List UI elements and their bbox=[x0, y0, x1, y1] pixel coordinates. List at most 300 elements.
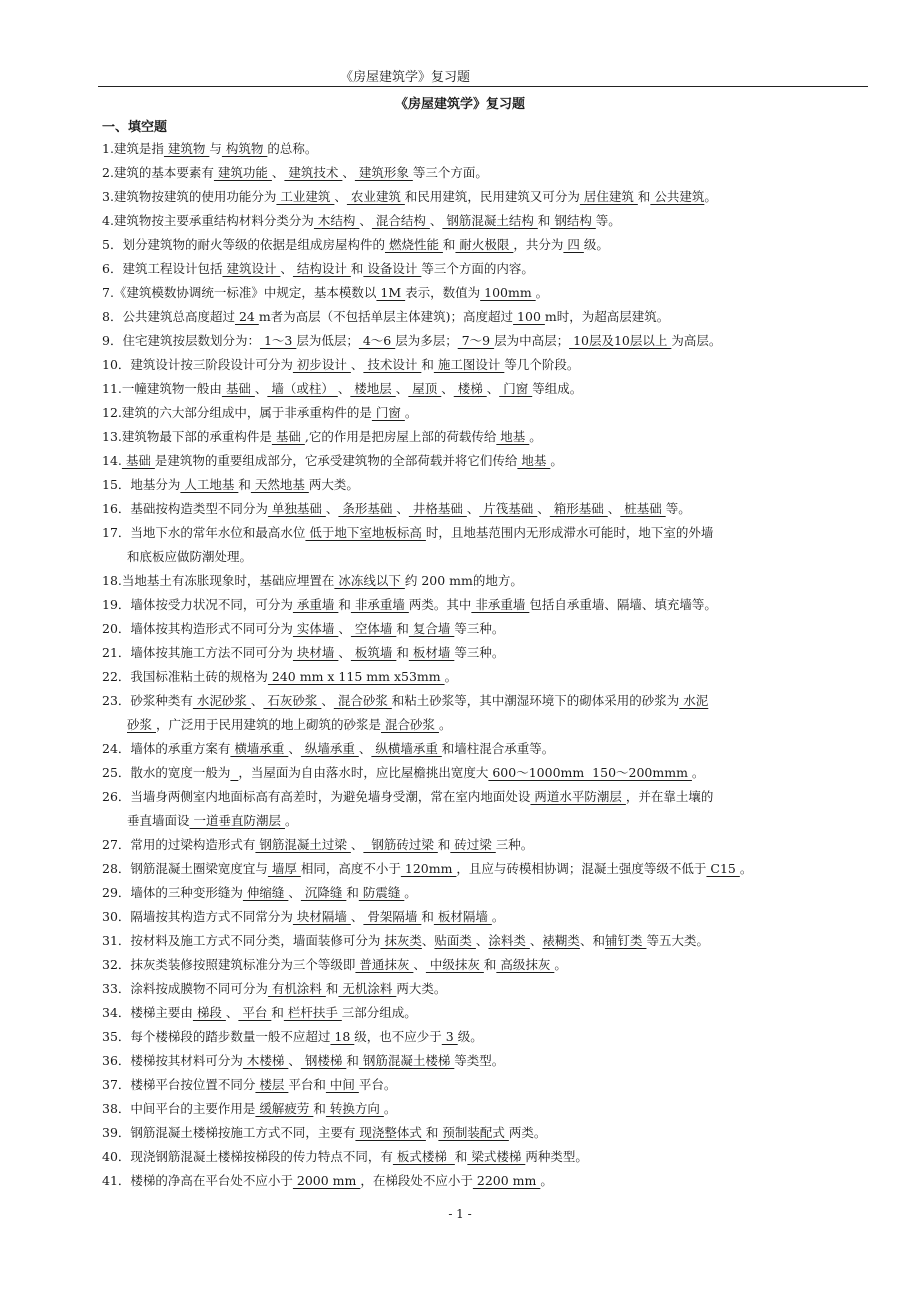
question-text: ，并在靠土壤的 bbox=[625, 789, 714, 804]
question-text: ，当屋面为自由落水时，应比屋檐挑出宽度大 bbox=[238, 765, 489, 780]
question-text: 21．墙体按其施工方法不同可分为 bbox=[102, 645, 293, 660]
answer-blank: 钢结构 bbox=[550, 213, 596, 228]
question-text: 、 bbox=[338, 621, 351, 636]
question-text: 等三种。 bbox=[454, 645, 505, 660]
answer-blank: 建筑形象 bbox=[354, 165, 413, 180]
question-text: 34．楼梯主要由 bbox=[102, 1005, 193, 1020]
answer-blank: 高级抹灰 bbox=[496, 957, 555, 972]
question-text: 、 bbox=[334, 189, 347, 204]
question-text: 。 bbox=[550, 453, 563, 468]
question-line bbox=[102, 593, 822, 617]
answer-blank: 结构设计 bbox=[292, 261, 351, 276]
question-text: 。 bbox=[554, 957, 567, 972]
answer-blank: 裱糊类 bbox=[542, 933, 580, 948]
question-text: 12.建筑的六大部分组成中，属于非承重构件的是 bbox=[102, 405, 372, 420]
question-text: 和 bbox=[537, 213, 551, 228]
answer-blank: 水泥砂浆 bbox=[192, 693, 251, 708]
answer-blank: 100mm bbox=[480, 285, 536, 300]
question-line bbox=[102, 857, 822, 881]
question-text: ，在梯段处不应小于 bbox=[360, 1173, 473, 1188]
question-text: 和粘土砂浆等，其中潮湿环境下的砌体采用的砂浆为 bbox=[391, 693, 680, 708]
question-line bbox=[102, 1001, 822, 1025]
question-text: 时，且地基范围内无形成滞水可能时，地下室的外墙 bbox=[425, 525, 714, 540]
question-text: 、 bbox=[288, 1053, 301, 1068]
answer-blank: 钢楼梯 bbox=[300, 1053, 347, 1068]
answer-blank: 门窗 bbox=[371, 405, 405, 420]
question-line bbox=[102, 929, 822, 953]
answer-blank: 块材墙 bbox=[292, 645, 339, 660]
question-text: 9．住宅建筑按层数划分为： bbox=[102, 333, 260, 348]
question-line bbox=[102, 977, 822, 1001]
question-line bbox=[102, 1025, 822, 1049]
answer-blank: 地基 bbox=[496, 429, 530, 444]
question-text: 28．钢筋混凝土圈梁宽度宜与 bbox=[102, 861, 268, 876]
question-text: 和 bbox=[483, 957, 497, 972]
question-text: 。 bbox=[383, 1101, 397, 1116]
question-text: 、 bbox=[421, 933, 435, 948]
question-text: 17．当地下水的常年水位和最高水位 bbox=[102, 525, 306, 540]
answer-blank: 伸缩缝 bbox=[242, 885, 289, 900]
question-line bbox=[102, 185, 822, 209]
answer-blank: 混合砂浆 bbox=[381, 717, 439, 732]
question-text: 和民用建筑，民用建筑又可分为 bbox=[404, 189, 580, 204]
answer-blank: 10层及10层以上 bbox=[569, 333, 672, 348]
question-line bbox=[102, 329, 822, 353]
answer-blank: 栏杆扶手 bbox=[283, 1005, 342, 1020]
question-text: 、 bbox=[254, 381, 268, 396]
answer-blank: 墙厚 bbox=[267, 861, 301, 876]
question-text: 37．楼梯平台按位置不同分 bbox=[102, 1077, 256, 1092]
question-text: 约 200 mm的地方。 bbox=[404, 573, 523, 588]
answer-blank: 防震缝 bbox=[358, 885, 405, 900]
question-text: 、 bbox=[288, 741, 301, 756]
question-text: 35．每个楼梯段的踏步数量一般不应超过 bbox=[102, 1029, 331, 1044]
question-text: 与 bbox=[209, 141, 222, 156]
question-text: 23．砂浆种类有 bbox=[102, 693, 193, 708]
question-text: 层为多层； bbox=[395, 333, 458, 348]
answer-blank: 屋顶 bbox=[408, 381, 442, 396]
question-line bbox=[102, 689, 822, 713]
question-text: 相同，高度不小于 bbox=[300, 861, 401, 876]
answer-blank: 600～1000mm 150～200mmm bbox=[488, 765, 692, 780]
question-text: 。 bbox=[491, 909, 505, 924]
answer-blank: 农业建筑 bbox=[346, 189, 405, 204]
question-text: 。 bbox=[284, 813, 298, 828]
question-text: 等。 bbox=[665, 501, 691, 516]
question-line bbox=[102, 809, 822, 833]
question-text: 27．常用的过梁构造形式有 bbox=[102, 837, 256, 852]
question-text: 和 bbox=[271, 1005, 284, 1020]
answer-blank: 骨架隔墙 bbox=[363, 909, 422, 924]
answer-blank: 1～3 bbox=[259, 333, 297, 348]
question-text: 、 bbox=[288, 885, 301, 900]
answer-blank: 地基 bbox=[517, 453, 551, 468]
question-line bbox=[102, 713, 822, 737]
answer-blank: 公共建筑 bbox=[650, 189, 705, 204]
question-line bbox=[102, 425, 822, 449]
answer-blank: 基础 bbox=[271, 429, 305, 444]
question-text: 、 bbox=[350, 909, 364, 924]
answer-blank: 门窗 bbox=[499, 381, 533, 396]
answer-blank: 初步设计 bbox=[292, 357, 351, 372]
question-text: 、 bbox=[280, 261, 293, 276]
answer-blank: 人工地基 bbox=[180, 477, 239, 492]
question-text: ，且应与砖模相协调；混凝土强度等级不低于 bbox=[456, 861, 707, 876]
question-text: 、 bbox=[396, 501, 409, 516]
question-line bbox=[102, 1073, 822, 1097]
question-line bbox=[102, 1145, 822, 1169]
question-line bbox=[102, 1049, 822, 1073]
answer-blank: 非承重墙 bbox=[471, 597, 530, 612]
question-text: 32．抹灰类装修按照建筑标准分为三个等级即 bbox=[102, 957, 356, 972]
answer-blank: 天然地基 bbox=[250, 477, 309, 492]
answer-blank: 建筑设计 bbox=[222, 261, 281, 276]
answer-blank: 7～9 bbox=[457, 333, 495, 348]
answer-blank: 有机涂料 bbox=[267, 981, 326, 996]
question-line bbox=[102, 305, 822, 329]
question-text: 、 bbox=[486, 381, 500, 396]
question-line bbox=[102, 785, 822, 809]
answer-blank: 混合结构 bbox=[371, 213, 430, 228]
question-list bbox=[102, 137, 822, 1193]
answer-blank: 中间 bbox=[325, 1077, 359, 1092]
question-line bbox=[102, 401, 822, 425]
question-text: 、 bbox=[358, 741, 372, 756]
question-text: ，共分为 bbox=[513, 237, 564, 252]
question-text: 。 bbox=[529, 429, 542, 444]
answer-blank: 实体墙 bbox=[292, 621, 339, 636]
answer-blank: 条形基础 bbox=[338, 501, 397, 516]
answer-blank: 井格基础 bbox=[408, 501, 467, 516]
question-text: 、 bbox=[413, 957, 426, 972]
question-text: 三种。 bbox=[495, 837, 534, 852]
question-text: 三部分组成。 bbox=[341, 1005, 417, 1020]
question-line bbox=[102, 641, 822, 665]
question-text: 、 bbox=[475, 933, 489, 948]
question-line bbox=[102, 665, 822, 689]
question-text: 表示，数值为 bbox=[405, 285, 481, 300]
question-text: 。 bbox=[739, 861, 753, 876]
question-text: 41．楼梯的净高在平台处不应小于 bbox=[102, 1173, 293, 1188]
answer-blank: 一道垂直防潮层 bbox=[189, 813, 285, 828]
question-line bbox=[102, 233, 822, 257]
answer-blank: 建筑技术 bbox=[284, 165, 343, 180]
question-text: 38．中间平台的主要作用是 bbox=[102, 1101, 256, 1116]
question-text: 40．现浇钢筋混凝土楼梯按梯段的传力特点不同，有 bbox=[102, 1149, 393, 1164]
answer-blank: 缓解疲劳 bbox=[255, 1101, 314, 1116]
question-line bbox=[102, 1097, 822, 1121]
question-text: 平台。 bbox=[358, 1077, 397, 1092]
question-text: 和墙柱混合承重等。 bbox=[441, 741, 555, 756]
question-text: 、 bbox=[250, 693, 264, 708]
answer-blank: 普通抹灰 bbox=[355, 957, 414, 972]
question-line bbox=[102, 497, 822, 521]
question-text: 和底板应做防潮处理。 bbox=[127, 549, 253, 564]
answer-blank: 木结构 bbox=[313, 213, 360, 228]
question-text: 是建筑物的重要组成部分，它承受建筑物的全部荷载并将它们传给 bbox=[154, 453, 518, 468]
question-text: 31．按材料及施工方式不同分类，墙面装修可分为 bbox=[102, 933, 381, 948]
question-text: 等三种。 bbox=[454, 621, 505, 636]
question-text: 和 bbox=[346, 1053, 359, 1068]
answer-blank: 钢筋混凝土结构 bbox=[442, 213, 538, 228]
answer-blank: 建筑功能 bbox=[213, 165, 272, 180]
page-number: - 1 - bbox=[448, 1207, 472, 1221]
question-text: 、 bbox=[441, 381, 454, 396]
question-text: m时，为超高层建筑。 bbox=[544, 309, 670, 324]
answer-blank: C15 bbox=[706, 861, 740, 876]
answer-blank: 梁式楼梯 bbox=[467, 1149, 526, 1164]
answer-blank: 铺钉类 bbox=[604, 933, 647, 948]
question-text: 29．墙体的三种变形缝为 bbox=[102, 885, 243, 900]
answer-blank: 抹灰类 bbox=[380, 933, 422, 948]
answer-blank: 120mm bbox=[400, 861, 457, 876]
question-text: 、 bbox=[350, 357, 364, 372]
question-text: 和 bbox=[346, 885, 359, 900]
answer-blank: 空体墙 bbox=[350, 621, 397, 636]
question-text: ，广泛用于民用建筑的地上砌筑的砂浆是 bbox=[155, 717, 381, 732]
question-text: 8．公共建筑总高度超过 bbox=[102, 309, 235, 324]
question-text: 、 bbox=[337, 381, 351, 396]
question-text: 6．建筑工程设计包括 bbox=[102, 261, 223, 276]
answer-blank: 非承重墙 bbox=[350, 597, 409, 612]
answer-blank: 240 mm x 115 mm x53mm bbox=[267, 669, 445, 684]
question-text: 和 bbox=[396, 621, 409, 636]
answer-blank: 纵横墙承重 bbox=[371, 741, 442, 756]
answer-blank: 钢筋砖过梁 bbox=[363, 837, 438, 852]
question-line bbox=[102, 833, 822, 857]
question-text: 和 bbox=[421, 357, 434, 372]
question-text: 和 bbox=[442, 237, 456, 252]
question-text: 33．涂料按成膜物不同可分为 bbox=[102, 981, 268, 996]
answer-blank: 工业建筑 bbox=[276, 189, 335, 204]
question-line bbox=[102, 209, 822, 233]
question-text: 。 bbox=[540, 1173, 553, 1188]
answer-blank: 3 bbox=[441, 1029, 458, 1044]
answer-blank: 冰冻线以下 bbox=[334, 573, 405, 588]
answer-blank: 钢筋混凝土过梁 bbox=[255, 837, 351, 852]
answer-blank: 贴面类 bbox=[434, 933, 476, 948]
question-text: 和 bbox=[313, 1101, 326, 1116]
question-text: 19．墙体按受力状况不同，可分为 bbox=[102, 597, 293, 612]
question-line bbox=[102, 353, 822, 377]
question-text: 1.建筑是指 bbox=[102, 141, 164, 156]
answer-blank: 单独基础 bbox=[267, 501, 326, 516]
answer-blank: 板材隔墙 bbox=[433, 909, 492, 924]
question-text: 层为低层； bbox=[296, 333, 359, 348]
answer-blank: 构筑物 bbox=[221, 141, 268, 156]
answer-blank: 100 bbox=[513, 309, 545, 324]
question-text: 和 bbox=[425, 1125, 439, 1140]
answer-blank: 木楼梯 bbox=[242, 1053, 289, 1068]
answer-blank: 涂料类 bbox=[488, 933, 530, 948]
question-text: 两大类。 bbox=[308, 477, 359, 492]
question-text: 层为中高层； bbox=[494, 333, 570, 348]
answer-blank: 4～6 bbox=[358, 333, 396, 348]
answer-blank: 片筏基础 bbox=[479, 501, 538, 516]
question-line bbox=[102, 905, 822, 929]
question-text: 、 bbox=[537, 501, 550, 516]
question-text: 39．钢筋混凝土楼梯按施工方式不同，主要有 bbox=[102, 1125, 356, 1140]
answer-blank: 2000 mm bbox=[292, 1173, 361, 1188]
answer-blank: 建筑物 bbox=[163, 141, 210, 156]
question-text: 和 bbox=[350, 261, 364, 276]
question-text: 。 bbox=[691, 765, 705, 780]
question-text: 包括自承重墙、隔墙、填充墙等。 bbox=[529, 597, 717, 612]
question-line bbox=[102, 161, 822, 185]
question-line bbox=[102, 545, 822, 569]
question-text: m者为高层（不包括单层主体建筑)；高度超过 bbox=[258, 309, 514, 324]
question-text: 15．地基分为 bbox=[102, 477, 181, 492]
question-text: 等三个方面。 bbox=[412, 165, 488, 180]
question-text: 3.建筑物按建筑的使用功能分为 bbox=[102, 189, 277, 204]
question-text: 、 bbox=[395, 381, 409, 396]
question-text: 。 bbox=[404, 405, 418, 420]
answer-blank: 板式楼梯 bbox=[392, 1149, 455, 1164]
question-text: 18.当地基土有冻胀现象时，基础应埋置在 bbox=[102, 573, 335, 588]
question-text: 和 bbox=[325, 981, 339, 996]
question-line bbox=[102, 281, 822, 305]
question-text: 级。 bbox=[583, 237, 609, 252]
question-text: 垂直墙面设 bbox=[127, 813, 190, 828]
question-line bbox=[102, 1121, 822, 1145]
question-text: 、 bbox=[338, 645, 351, 660]
question-text: 平台和 bbox=[288, 1077, 326, 1092]
question-text: 。 bbox=[535, 285, 549, 300]
question-line bbox=[102, 1169, 822, 1193]
question-text: 和 bbox=[238, 477, 251, 492]
question-text: 4.建筑物按主要承重结构材料分类分为 bbox=[102, 213, 314, 228]
question-text: 两大类。 bbox=[396, 981, 447, 996]
question-line bbox=[102, 377, 822, 401]
question-text: 、和 bbox=[579, 933, 605, 948]
question-line bbox=[102, 473, 822, 497]
question-text: 等五大类。 bbox=[646, 933, 709, 948]
question-text: 、 bbox=[529, 933, 543, 948]
answer-blank: 砂浆 bbox=[127, 717, 156, 732]
question-text: 、 bbox=[225, 1005, 239, 1020]
answer-blank: 承重墙 bbox=[292, 597, 339, 612]
question-text: 。 bbox=[704, 189, 717, 204]
question-text: 两种类型。 bbox=[525, 1149, 588, 1164]
answer-blank: 技术设计 bbox=[363, 357, 422, 372]
document-title: 《房屋建筑学》复习题 bbox=[394, 97, 525, 112]
answer-blank: 石灰砂浆 bbox=[263, 693, 322, 708]
question-text: 13.建筑物最下部的承重构件是 bbox=[102, 429, 272, 444]
question-text: 和 bbox=[637, 189, 651, 204]
question-line bbox=[102, 617, 822, 641]
question-text: 。 bbox=[404, 885, 417, 900]
question-text: 20．墙体按其构造形式不同可分为 bbox=[102, 621, 293, 636]
question-line bbox=[102, 953, 822, 977]
answer-blank: 两道水平防潮层 bbox=[530, 789, 626, 804]
running-header: 《房屋建筑学》复习题 bbox=[340, 70, 471, 85]
question-text: 7.《建筑模数协调统一标准》中规定，基本模数以 bbox=[102, 285, 377, 300]
answer-blank: 18 bbox=[330, 1029, 355, 1044]
answer-blank: 平台 bbox=[238, 1005, 272, 1020]
question-text: 级，也不应少于 bbox=[354, 1029, 442, 1044]
question-line bbox=[102, 521, 822, 545]
answer-blank: 无机涂料 bbox=[338, 981, 397, 996]
answer-blank: 箱形基础 bbox=[549, 501, 608, 516]
answer-blank: 沉降缝 bbox=[300, 885, 347, 900]
answer-blank: 桩基础 bbox=[620, 501, 666, 516]
question-text: 和 bbox=[338, 597, 351, 612]
question-text: 、 bbox=[607, 501, 621, 516]
question-line bbox=[102, 449, 822, 473]
answer-blank: 块材隔墙 bbox=[292, 909, 351, 924]
answer-blank: 转换方向 bbox=[325, 1101, 384, 1116]
question-text: 30．隔墙按其构造方式不同常分为 bbox=[102, 909, 293, 924]
question-text: 、 bbox=[342, 165, 355, 180]
answer-blank: 施工图设计 bbox=[433, 357, 505, 372]
question-text: 、 bbox=[271, 165, 285, 180]
question-text: 等。 bbox=[595, 213, 621, 228]
question-text: ,它的作用是把房屋上部的荷载传给 bbox=[304, 429, 497, 444]
question-text: 等几个阶段。 bbox=[504, 357, 580, 372]
answer-blank: 四 bbox=[563, 237, 584, 252]
answer-blank: 现浇整体式 bbox=[355, 1125, 426, 1140]
question-line bbox=[102, 257, 822, 281]
question-text: 22．我国标准粘土砖的规格为 bbox=[102, 669, 268, 684]
question-text: 和 bbox=[454, 1149, 468, 1164]
answer-blank: 横墙承重 bbox=[230, 741, 289, 756]
question-line bbox=[102, 569, 822, 593]
question-text: 5．划分建筑物的耐火等级的依据是组成房屋构件的 bbox=[102, 237, 385, 252]
question-text: 级。 bbox=[457, 1029, 483, 1044]
question-text: 、 bbox=[466, 501, 480, 516]
question-text: 11.一幢建筑物一般由 bbox=[102, 381, 222, 396]
answer-blank: 24 bbox=[234, 309, 259, 324]
question-text: 两类。其中 bbox=[408, 597, 472, 612]
answer-blank: 中级抹灰 bbox=[425, 957, 484, 972]
question-text: 和 bbox=[421, 909, 434, 924]
answer-blank: 燃烧性能 bbox=[384, 237, 443, 252]
answer-blank: 水泥 bbox=[679, 693, 709, 708]
answer-blank: 复合墙 bbox=[408, 621, 455, 636]
answer-blank: 预制装配式 bbox=[438, 1125, 509, 1140]
question-text: 26．当墙身两侧室内地面标高有高差时，为避免墙身受潮，常在室内地面处设 bbox=[102, 789, 531, 804]
question-line bbox=[102, 137, 822, 161]
answer-blank: 梯段 bbox=[192, 1005, 226, 1020]
question-text: 10．建筑设计按三阶段设计可分为 bbox=[102, 357, 293, 372]
question-text: 25．散水的宽度一般为 bbox=[102, 765, 231, 780]
question-text: 、 bbox=[350, 837, 364, 852]
answer-blank: 钢筋混凝土楼梯 bbox=[358, 1053, 455, 1068]
answer-blank: 纵墙承重 bbox=[300, 741, 359, 756]
answer-blank: 楼梯 bbox=[453, 381, 487, 396]
question-text: 和 bbox=[396, 645, 409, 660]
question-text: 、 bbox=[325, 501, 339, 516]
question-text: 24．墙体的承重方案有 bbox=[102, 741, 231, 756]
answer-blank: 板材墙 bbox=[408, 645, 455, 660]
question-text: 等类型。 bbox=[454, 1053, 505, 1068]
question-text: 、 bbox=[429, 213, 443, 228]
answer-blank: 混合砂浆 bbox=[333, 693, 392, 708]
question-line bbox=[102, 737, 822, 761]
question-text: 。 bbox=[444, 669, 458, 684]
answer-blank: 基础 bbox=[221, 381, 255, 396]
question-text: 16．基础按构造类型不同分为 bbox=[102, 501, 268, 516]
question-text: 、 bbox=[321, 693, 334, 708]
question-text: 两类。 bbox=[508, 1125, 547, 1140]
question-line bbox=[102, 761, 822, 785]
answer-blank: 2200 mm bbox=[472, 1173, 541, 1188]
question-text: 2.建筑的基本要素有 bbox=[102, 165, 214, 180]
question-text: 等组成。 bbox=[532, 381, 583, 396]
question-text: 14. bbox=[102, 453, 122, 468]
answer-blank: 居住建筑 bbox=[579, 189, 638, 204]
answer-blank: 低于地下室地板标高 bbox=[305, 525, 426, 540]
